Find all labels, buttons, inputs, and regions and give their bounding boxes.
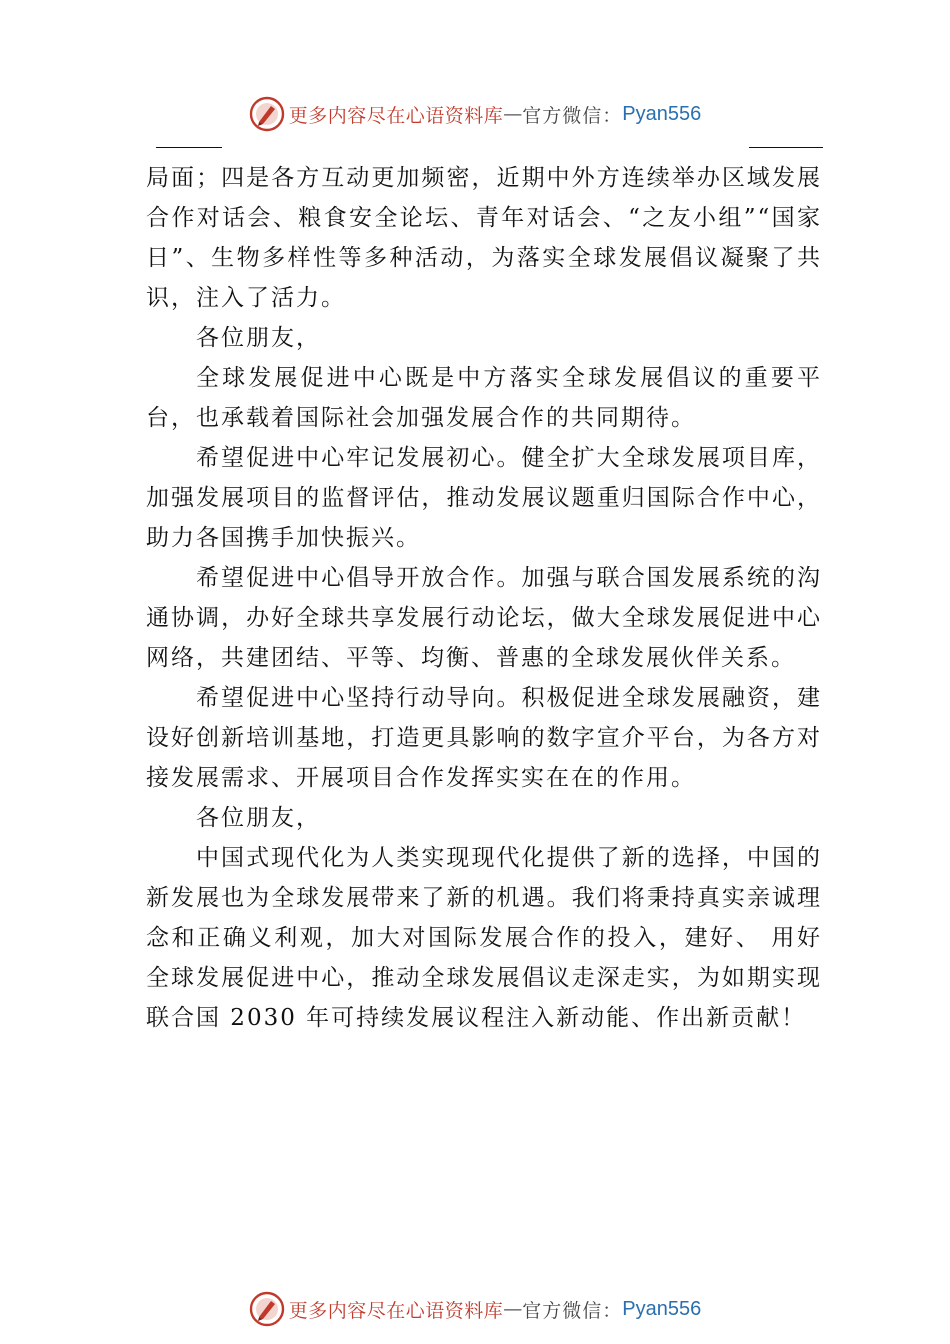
- footer-banner: [0, 1289, 950, 1329]
- header-wechat-id: Pyan556: [622, 102, 702, 125]
- pen-logo-icon: [249, 1291, 285, 1327]
- footer-brand-text: 更多内容尽在心语资料库: [288, 1299, 504, 1322]
- header-banner: [0, 94, 950, 134]
- header-brand-text: 更多内容尽在心语资料库: [288, 104, 504, 127]
- footer-official-label: 官方微信：: [522, 1299, 623, 1322]
- document-body: [146, 158, 822, 1038]
- header-rule-left: [156, 147, 222, 148]
- header-rule-right: [749, 147, 823, 148]
- paragraph-salutation-2: 各位朋友，: [196, 805, 321, 831]
- pen-logo-icon: [249, 96, 285, 132]
- paragraph-salutation: 各位朋友，: [196, 325, 321, 351]
- paragraph-hope-origin: 希望促进中心牢记发展初心。健全扩大全球发展项目库，加强发展项目的监督评估，推动发展议题重归国际合作中心，助力各国携手加快振兴。: [146, 445, 822, 551]
- paragraph-hope-action: 希望促进中心坚持行动导向。积极促进全球发展融资，建设好创新培训基地，打造更具影响的数字宣介平台，为各方对接发展需求、开展项目合作发挥实实在在的作用。: [146, 685, 822, 791]
- paragraph-hope-cooperation: 希望促进中心倡导开放合作。加强与联合国发展系统的沟通协调，办好全球共享发展行动论坛，做大全球发展促进中心网络，共建团结、平等、均衡、普惠的全球发展伙伴关系。: [146, 565, 822, 671]
- footer-dash: —: [503, 1298, 523, 1320]
- header-dash: —: [503, 103, 523, 125]
- paragraph-center-intro: 全球发展促进中心既是中方落实全球发展倡议的重要平台，也承载着国际社会加强发展合作的共同期待。: [146, 365, 822, 431]
- paragraph-continuation: 局面；四是各方互动更加频密，近期中外方连续举办区域发展合作对话会、粮食安全论坛、青年对话会、“之友小组”“国家日”、生物多样性等多种活动，为落实全球发展倡议凝聚了共识，注入了活力。: [146, 165, 822, 311]
- header-official-label: 官方微信：: [522, 104, 623, 127]
- footer-wechat-id: Pyan556: [622, 1297, 702, 1320]
- paragraph-closing: 中国式现代化为人类实现现代化提供了新的选择，中国的新发展也为全球发展带来了新的机遇。我们将秉持真实亲诚理念和正确义利观，加大对国际发展合作的投入，建好、 用好全球发展促进中心，推动全球发展倡议走深走实，为如期实现联合国 2030 年可持续发展议程注入新动能、作出新贡献！: [146, 845, 822, 1031]
